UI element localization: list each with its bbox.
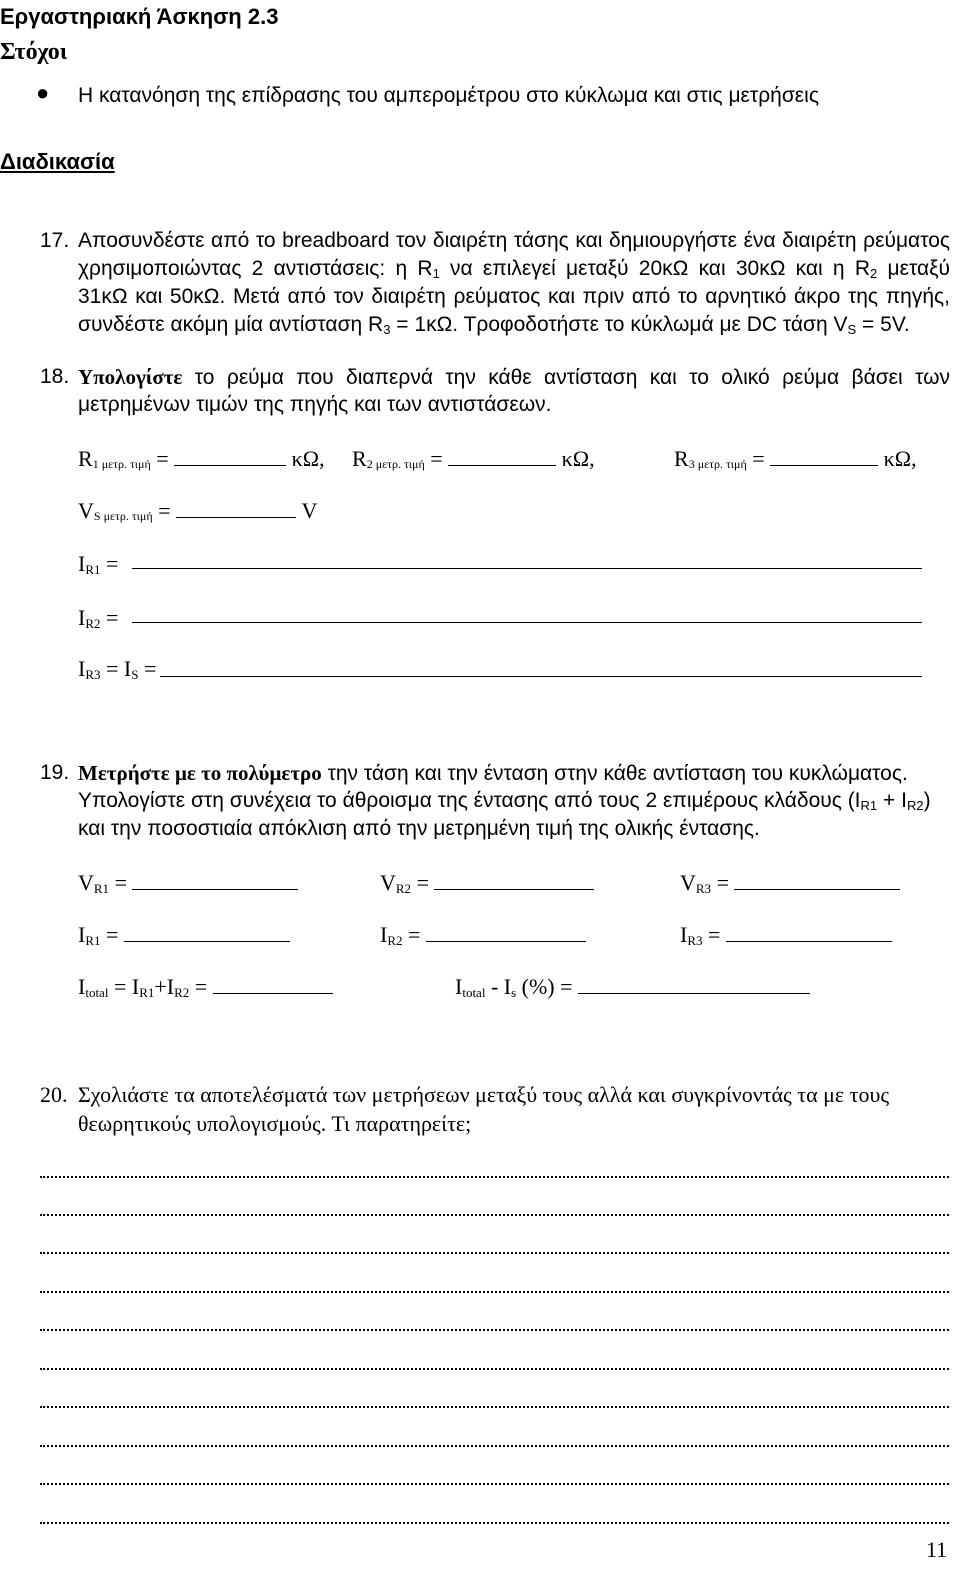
ir2-measured-blank[interactable] <box>426 940 586 942</box>
step19-number: 19. <box>40 761 70 784</box>
itotal-deviation-field: Itotal - Is (%) = <box>455 974 810 1006</box>
ir3-measured-blank[interactable] <box>726 940 892 942</box>
step17-number: 17. <box>40 229 70 252</box>
ir1-measured-field: IR1 = <box>78 922 290 954</box>
r3-measured-field: R3 μετρ. τιμή = κΩ, <box>674 446 917 471</box>
answer-line[interactable] <box>40 1445 949 1447</box>
step17-line4: συνδέστε ακόμη μία αντίσταση R3 = 1κΩ. Τροφοδοτήστε το κύκλωμά με DC τάση VS = 5V. <box>78 313 910 337</box>
itotal-sum-blank[interactable] <box>213 992 333 994</box>
ir3-measured-field: IR3 = <box>680 922 892 954</box>
step17-line1: Αποσυνδέστε από το breadboard τον διαιρέτη τάσης και δημιουργήστε ένα διαιρέτη ρεύματος <box>78 229 950 252</box>
step20-line2: θεωρητικούς υπολογισμούς. Τι παρατηρείτε; <box>78 1111 472 1136</box>
itotal-sum-field: Itotal = IR1+IR2 = <box>78 974 333 1006</box>
ir3-is-label: IR3 = IS = <box>78 656 157 682</box>
step20-number: 20. <box>40 1082 68 1107</box>
document-title: Εργαστηριακή Άσκηση 2.3 <box>0 4 279 29</box>
answer-line[interactable] <box>40 1368 949 1370</box>
r2-measured-field: R2 μετρ. τιμή = κΩ, <box>352 446 595 471</box>
r1-measured-blank[interactable] <box>174 464 286 466</box>
goals-heading: Στόχοι <box>0 39 68 65</box>
answer-line[interactable] <box>40 1329 949 1331</box>
step18-number: 18. <box>40 365 70 388</box>
step19-line3: και την ποσοστιαία απόκλιση από την μετρημένη τιμή της ολικής έντασης. <box>78 817 760 840</box>
vr3-blank[interactable] <box>734 888 900 890</box>
vs-measured-field: VS μετρ. τιμή = V <box>78 498 318 523</box>
r3-measured-blank[interactable] <box>770 464 878 466</box>
answer-line[interactable] <box>40 1252 949 1254</box>
ir3-blank[interactable] <box>160 676 922 677</box>
answer-line[interactable] <box>40 1214 949 1216</box>
ir2-measured-field: IR2 = <box>380 922 586 954</box>
ir1-label: IR1 = <box>78 551 119 577</box>
answer-line[interactable] <box>40 1176 949 1178</box>
answer-line[interactable] <box>40 1483 949 1485</box>
step19-line2: Υπολογίστε στη συνέχεια το άθροισμα της έντασης από τους 2 επιμέρους κλάδους (IR1 + IR2) <box>78 789 931 813</box>
ir1-blank[interactable] <box>132 568 922 569</box>
step20-line1: Σχολιάστε τα αποτελέσματά των μετρήσεων μεταξύ τους αλλά και συγκρίνοντάς τα με τους <box>78 1082 890 1107</box>
itotal-deviation-blank[interactable] <box>578 992 810 994</box>
r2-measured-blank[interactable] <box>448 464 556 466</box>
step19-line1: Μετρήστε με το πολύμετρο την τάση και την ένταση στην κάθε αντίσταση του κυκλώματος. <box>78 761 908 785</box>
ir2-label: IR2 = <box>78 605 119 631</box>
bullet-icon: ● <box>36 80 50 105</box>
vr2-blank[interactable] <box>434 888 594 890</box>
step18-line2: μετρημένων τιμών της πηγής και των αντιστάσεων. <box>78 393 552 416</box>
vr1-field: VR1 = <box>78 870 298 902</box>
goal-text: Η κατανόηση της επίδρασης του αμπερομέτρου στο κύκλωμα και στις μετρήσεις <box>78 84 819 107</box>
answer-line[interactable] <box>40 1291 949 1293</box>
vr3-field: VR3 = <box>680 870 900 902</box>
step17-line2: χρησιμοποιώντας 2 αντιστάσεις: η R1 να επιλεγεί μεταξύ 20κΩ και 30κΩ και η R2 μεταξύ <box>78 257 950 281</box>
answer-line[interactable] <box>40 1522 949 1524</box>
vr2-field: VR2 = <box>380 870 594 902</box>
step18-line1: Υπολογίστε το ρεύμα που διαπερνά την κάθε αντίσταση και το ολικό ρεύμα βάσει των <box>78 365 950 389</box>
ir2-blank[interactable] <box>132 622 922 623</box>
procedure-heading: Διαδικασία <box>0 149 115 174</box>
vs-measured-blank[interactable] <box>176 516 296 518</box>
page-number: 11 <box>926 1537 948 1562</box>
vr1-blank[interactable] <box>132 888 298 890</box>
ir1-measured-blank[interactable] <box>124 940 290 942</box>
step17-line3: 31κΩ και 50κΩ. Μετά από τον διαιρέτη ρεύματος και πριν από το αρνητικό άκρο της πηγής, <box>78 285 950 308</box>
answer-line[interactable] <box>40 1406 949 1408</box>
r1-measured-field: R1 μετρ. τιμή = κΩ, <box>78 446 325 471</box>
